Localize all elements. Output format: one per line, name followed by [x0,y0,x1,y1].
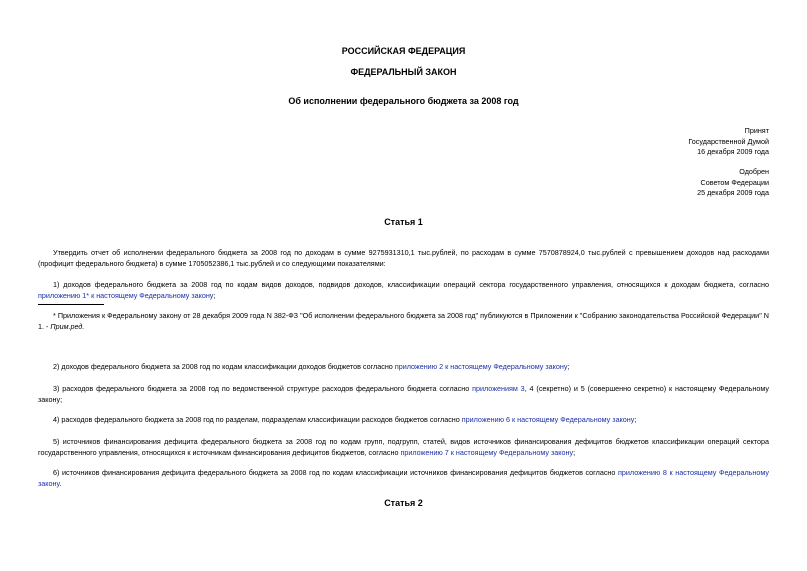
accepted-label: Принят [744,126,769,135]
item-2-end: ; [567,362,570,371]
item-3-end: , 4 (секретно) и 5 (совершенно секретно) к настоящему Федеральному закону; [38,384,769,404]
footnote-separator [38,304,104,305]
approved-by: Советом Федерации [700,177,769,187]
item-3-paragraph [38,384,769,405]
adoption-approved-block [697,167,769,199]
item-4-paragraph [38,415,769,426]
appendix-3-link[interactable]: приложениям 3 [472,384,525,393]
item-4-text: 4) расходов федерального бюджета за 2008 год по разделам, подразделам классификации расходов бюджетов согласно [53,415,462,424]
item-5-paragraph [38,437,769,458]
law-type-heading: ФЕДЕРАЛЬНЫЙ ЗАКОН [350,67,457,77]
appendix-8-link[interactable]: приложению 8 к настоящему Федеральному закону [38,468,769,488]
footnote-editor-note: Прим.ред. [50,321,85,331]
item-6-end: . [59,478,62,488]
item-2-paragraph [38,362,769,373]
item-5-text: 5) источников финансирования дефицита федерального бюджета за 2008 год по кодам групп, подгрупп, статей, видов источников финансирования дефицитов бюджетов классификации операций сектора государственного управления, относящихся к источникам финансирования дефицитов бюджетов, согласно [38,437,769,457]
item-1-paragraph [38,280,769,301]
article-2-heading: Статья 2 [384,498,423,508]
footnote [38,311,769,332]
appendix-1-link[interactable]: приложению 1* к настоящему Федеральному закону [38,290,214,300]
item-6-paragraph [38,468,769,489]
appendix-2-link[interactable]: приложению 2 к настоящему Федеральному закону [394,362,568,371]
adoption-accepted-block [688,126,769,158]
item-1-end: ; [213,290,216,300]
item-4-end: ; [634,415,637,424]
article-1-intro: Утвердить отчет об исполнении федерального бюджета за 2008 год по доходам в сумме 9275931310,1 тыс.рублей, по расходам в сумме 7570878924,0 тыс.рублей с превышением доходов над расходами (профицит федерального бюджета) в сумме 1705052386,1 тыс.рублей и со следующими показателями: [38,248,769,268]
accepted-date: 16 декабря 2009 года [697,147,769,156]
law-title: Об исполнении федерального бюджета за 2008 год [288,96,519,106]
approved-label: Одобрен [739,167,769,176]
accepted-by: Государственной Думой [688,136,769,146]
appendix-7-link[interactable]: приложению 7 к настоящему Федеральному закону [400,447,574,457]
article-1-heading: Статья 1 [384,217,423,227]
document-page [38,0,769,571]
appendix-6-link[interactable]: приложению 6 к настоящему Федеральному закону [461,415,635,424]
item-2-text: 2) доходов федерального бюджета за 2008 год по кодам классификации доходов бюджетов согласно [53,362,395,371]
item-6-text: 6) источников финансирования дефицита федерального бюджета за 2008 год по кодам классификации источников финансирования дефицитов бюджетов согласно [53,468,619,477]
item-3-text: 3) расходов федерального бюджета за 2008 год по ведомственной структуре расходов федерального бюджета согласно [53,384,473,393]
approved-date: 25 декабря 2009 года [697,188,769,197]
footnote-text: * Приложения к Федеральному закону от 28 декабря 2009 года N 382-ФЗ "Об исполнении федерального бюджета за 2008 год" публикуются в Приложении к "Собранию законодательства Российской Федерации" N 1. - [38,311,769,331]
item-5-end: ; [573,447,576,457]
item-1-text: 1) доходов федерального бюджета за 2008 год по кодам видов доходов, подвидов доходов, классификации операций сектора государственного управления, относящихся к доходам бюджета, согласно [53,280,769,289]
country-heading: РОССИЙСКАЯ ФЕДЕРАЦИЯ [341,46,466,56]
